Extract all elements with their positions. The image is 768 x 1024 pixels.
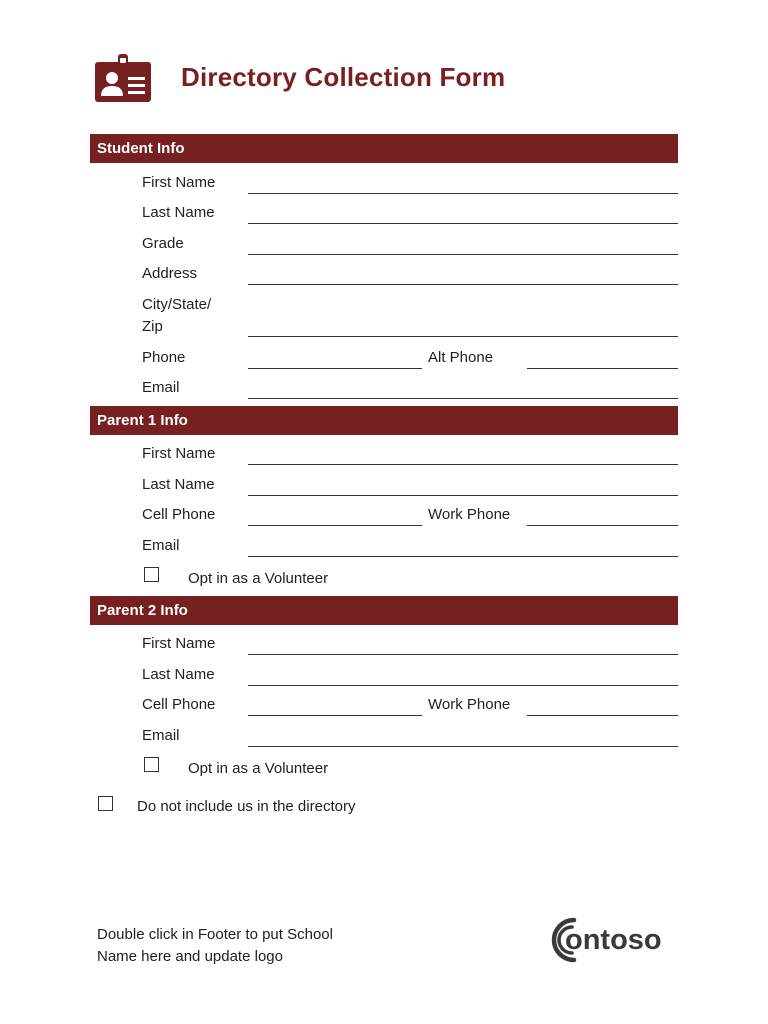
parent2-info-header: Parent 2 Info (90, 596, 678, 625)
student-address-label: Address (142, 265, 198, 282)
opt-out-label: Do not include us in the directory (137, 798, 356, 815)
student-grade-field[interactable] (248, 254, 678, 255)
footer-text (97, 924, 387, 968)
parent1-work-phone-label: Work Phone (428, 506, 511, 523)
student-phone-label: Phone (142, 349, 186, 366)
parent2-first-name-label: First Name (142, 635, 216, 652)
parent1-cell-phone-field[interactable] (248, 525, 422, 526)
logo-text: ontoso (565, 924, 662, 956)
parent2-last-name-field[interactable] (248, 685, 678, 686)
parent1-email-label: Email (142, 537, 180, 554)
parent2-cell-phone-label: Cell Phone (142, 696, 216, 713)
student-last-name-field[interactable] (248, 223, 678, 224)
parent1-volunteer-checkbox[interactable] (144, 567, 159, 582)
footer-line-1: Double click in Footer to put School (97, 926, 333, 943)
parent1-info-header: Parent 1 Info (90, 406, 678, 435)
parent2-volunteer-checkbox[interactable] (144, 757, 159, 772)
parent2-work-phone-label: Work Phone (428, 696, 511, 713)
parent2-email-label: Email (142, 727, 180, 744)
student-alt-phone-field[interactable] (527, 368, 678, 369)
student-info-header: Student Info (90, 134, 678, 163)
parent2-volunteer-label: Opt in as a Volunteer (188, 760, 329, 777)
student-first-name-label: First Name (142, 174, 216, 191)
student-first-name-field[interactable] (248, 193, 678, 194)
parent2-work-phone-field[interactable] (527, 715, 678, 716)
opt-out-checkbox[interactable] (98, 796, 113, 811)
student-email-field[interactable] (248, 398, 678, 399)
student-phone-field[interactable] (248, 368, 422, 369)
student-last-name-label: Last Name (142, 204, 215, 221)
student-city-field[interactable] (248, 336, 678, 337)
parent1-email-field[interactable] (248, 556, 678, 557)
student-city-label-line2: Zip (142, 318, 163, 335)
parent1-last-name-field[interactable] (248, 495, 678, 496)
parent1-volunteer-label: Opt in as a Volunteer (188, 570, 329, 587)
page-title: Directory Collection Form (181, 62, 506, 92)
parent2-cell-phone-field[interactable] (248, 715, 422, 716)
parent1-cell-phone-label: Cell Phone (142, 506, 216, 523)
student-address-field[interactable] (248, 284, 678, 285)
parent2-first-name-field[interactable] (248, 654, 678, 655)
parent2-last-name-label: Last Name (142, 666, 215, 683)
parent1-first-name-label: First Name (142, 445, 216, 462)
id-badge-icon (95, 54, 151, 102)
student-email-label: Email (142, 379, 180, 396)
parent1-last-name-label: Last Name (142, 476, 215, 493)
contoso-logo-icon (546, 914, 670, 966)
parent2-email-field[interactable] (248, 746, 678, 747)
student-alt-phone-label: Alt Phone (428, 349, 494, 366)
footer-line-2: Name here and update logo (97, 948, 283, 965)
parent1-first-name-field[interactable] (248, 464, 678, 465)
student-city-label-line1: City/State/ (142, 296, 212, 313)
parent1-work-phone-field[interactable] (527, 525, 678, 526)
student-grade-label: Grade (142, 235, 184, 252)
